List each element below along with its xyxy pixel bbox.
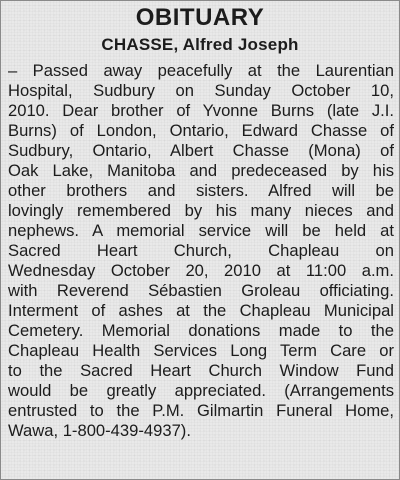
body-line: 2010. Dear brother of Yvonne Burns (late J.I.: [8, 101, 394, 120]
body-line: Chapleau Health Services Long Term Care or: [8, 341, 394, 360]
body-line: Burns) of London, Ontario, Edward Chasse of: [8, 121, 394, 140]
body-line: Wednesday October 20, 2010 at 11:00 a.m.: [8, 261, 394, 280]
body-line: nephews. A memorial service will be held at: [8, 221, 394, 240]
body-line: would be greatly appreciated. (Arrangements: [8, 381, 394, 400]
obituary-body: [8, 61, 394, 441]
body-line: – Passed away peacefully at the Laurentian: [8, 61, 394, 80]
body-line: other brothers and sisters. Alfred will be: [8, 181, 394, 200]
body-line: entrusted to the P.M. Gilmartin Funeral Home,: [8, 401, 394, 420]
obituary-title: OBITUARY: [135, 4, 265, 31]
body-line: Cemetery. Memorial donations made to the: [8, 321, 394, 340]
body-line: with Reverend Sébastien Groleau officiating.: [8, 281, 394, 300]
body-line: Wawa, 1-800-439-4937).: [8, 421, 191, 440]
deceased-name: CHASSE, Alfred Joseph: [101, 35, 299, 54]
body-line: Hospital, Sudbury on Sunday October 10,: [8, 81, 394, 100]
body-line: to the Sacred Heart Church Window Fund: [8, 361, 394, 380]
body-line: Interment of ashes at the Chapleau Municipal: [8, 301, 394, 320]
body-line: Sudbury, Ontario, Albert Chasse (Mona) of: [8, 141, 394, 160]
body-line: Oak Lake, Manitoba and predeceased by his: [8, 161, 394, 180]
body-line: Sacred Heart Church, Chapleau on: [8, 241, 394, 260]
body-line: lovingly remembered by his many nieces and: [8, 201, 394, 220]
